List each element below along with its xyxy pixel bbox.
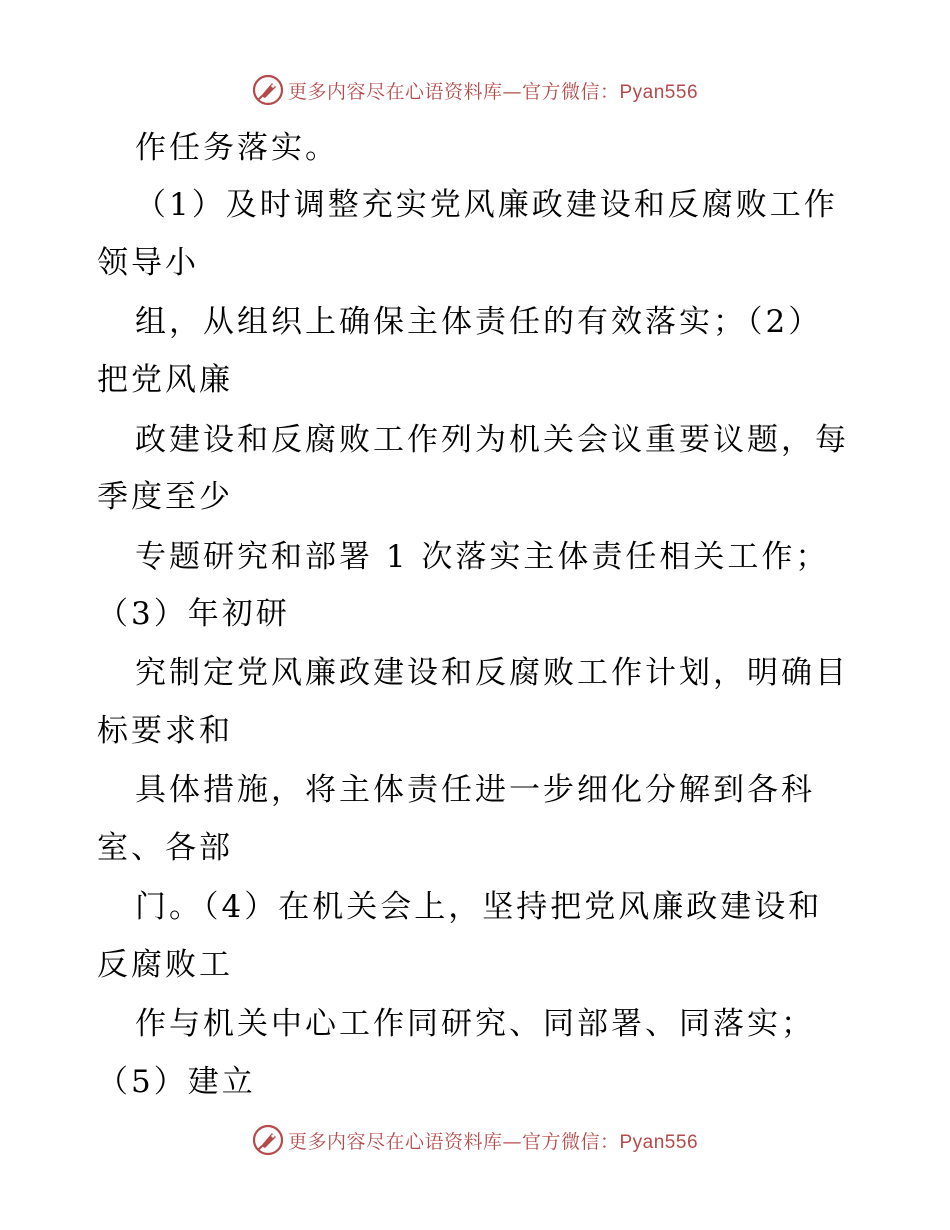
body-line: 具体措施，将主体责任进一步细化分解到各科: [135, 772, 815, 808]
body-line: 季度至少: [97, 479, 233, 515]
header-banner-text: 更多内容尽在心语资料库—官方微信：Pyan556: [287, 80, 699, 103]
body-line: 专题研究和部署 1 次落实主体责任相关工作；: [135, 539, 830, 575]
pen-nib-icon: [252, 74, 284, 106]
body-line: 标要求和: [97, 713, 233, 749]
body-line: 门。（4）在机关会上，坚持把党风廉政建设和: [135, 889, 823, 925]
body-line: 反腐败工: [97, 947, 233, 983]
body-line: 作与机关中心工作同研究、同部署、同落实；: [135, 1006, 815, 1042]
body-line: （1）及时调整充实党风廉政建设和反腐败工作: [135, 187, 838, 223]
body-line: （3）年初研: [97, 596, 290, 632]
footer-banner: [0, 1120, 950, 1160]
pen-nib-icon: [252, 1124, 284, 1156]
body-line: 领导小: [97, 245, 199, 281]
body-line: 作任务落实。: [135, 130, 339, 166]
footer-banner-text: 更多内容尽在心语资料库—官方微信：Pyan556: [287, 1130, 699, 1153]
body-line: 把党风廉: [97, 362, 233, 398]
body-line: 组，从组织上确保主体责任的有效落实；（2）: [135, 304, 823, 340]
body-line: 室、各部: [97, 830, 233, 866]
header-banner: [0, 70, 950, 110]
body-line: 政建设和反腐败工作列为机关会议重要议题，每: [135, 422, 849, 458]
body-line: （5）建立: [97, 1064, 256, 1100]
body-line: 究制定党风廉政建设和反腐败工作计划，明确目: [135, 655, 849, 691]
